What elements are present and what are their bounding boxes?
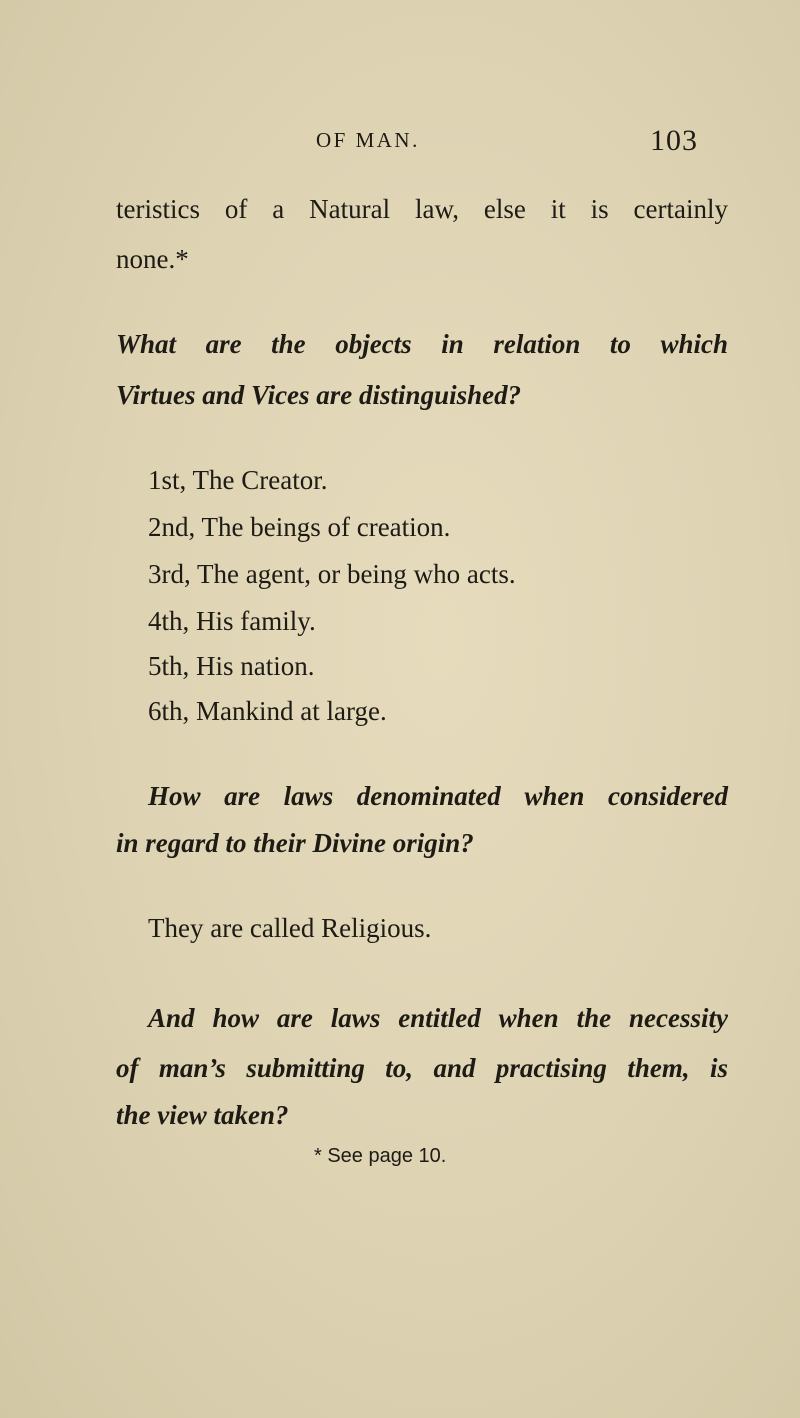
list-item: 5th, His nation.: [148, 651, 315, 681]
question-line: Virtues and Vices are distinguished?: [116, 380, 522, 410]
answer-line: They are called Religious.: [148, 913, 432, 943]
page-header: [0, 124, 800, 164]
list-item: 2nd, The beings of creation.: [148, 512, 451, 542]
question-line: And how are laws entitled when the necessity: [148, 1003, 728, 1033]
question-line: in regard to their Divine origin?: [116, 828, 474, 858]
question-line: the view taken?: [116, 1100, 289, 1130]
list-item: 4th, His family.: [148, 606, 316, 636]
question-line: of man’s submitting to, and practising them, is: [116, 1053, 728, 1083]
footnote: * See page 10.: [314, 1145, 447, 1167]
list-item: 6th, Mankind at large.: [148, 696, 387, 726]
list-item: 3rd, The agent, or being who acts.: [148, 559, 516, 589]
paragraph-line: teristics of a Natural law, else it is certainly: [116, 194, 728, 224]
page-number: 103: [650, 124, 698, 157]
paragraph-line: none.*: [116, 244, 189, 274]
list-item: 1st, The Creator.: [148, 465, 328, 495]
question-line: How are laws denominated when considered: [148, 781, 728, 811]
running-head: OF MAN.: [316, 128, 420, 152]
question-line: What are the objects in relation to which: [116, 329, 728, 359]
